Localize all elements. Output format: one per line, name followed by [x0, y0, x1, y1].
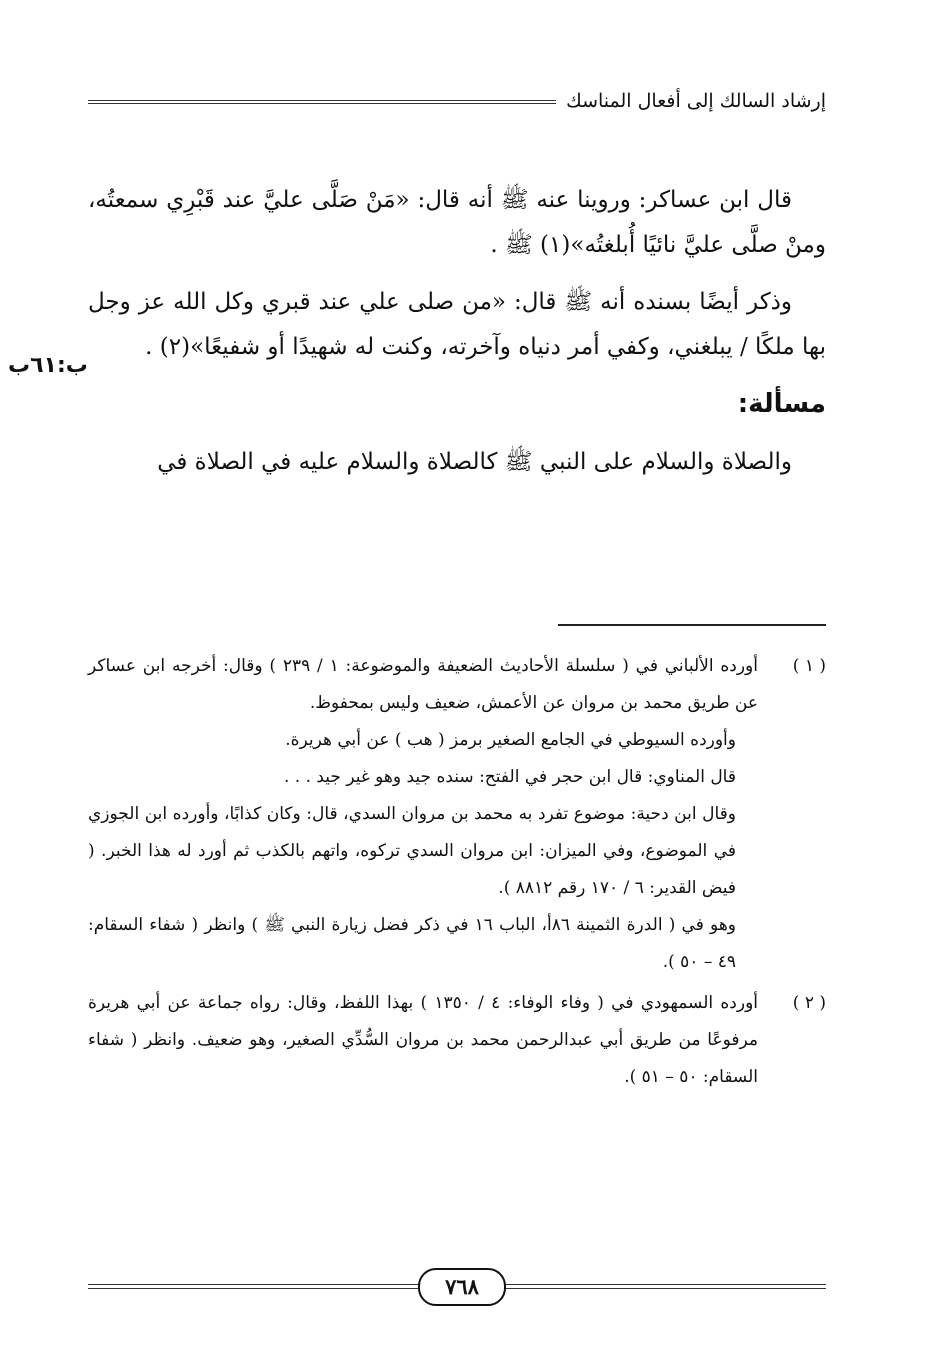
page-footer	[88, 1268, 826, 1308]
footnote-line: وأورده السيوطي في الجامع الصغير برمز ( هب ) عن أبي هريرة.	[285, 730, 736, 750]
footnote-body	[88, 985, 758, 1096]
footnote-line: قال المناوي: قال ابن حجر في الفتح: سنده جيد وهو غير جيد . . .	[283, 767, 736, 787]
footnote-body	[88, 648, 758, 981]
section-heading: مسألة:	[737, 389, 826, 419]
footnote-2	[88, 985, 826, 1096]
main-text	[88, 178, 826, 497]
footnotes	[88, 648, 826, 1100]
manuscript-folio-note: ب:٦١ب	[8, 353, 88, 378]
footnote-1	[88, 648, 826, 981]
footnote-line: أورده الألباني في ( سلسلة الأحاديث الضعيفة والموضوعة: ١ / ٢٣٩ ) وقال: أخرجه ابن عساكر عن طريق محمد بن مروان عن الأعمش، ضعيف وليس بمحفوظ.	[88, 656, 758, 713]
footnote-number: ( ١ )	[792, 656, 826, 676]
footnote-line: أورده السمهودي في ( وفاء الوفاء: ٤ / ١٣٥٠ ) بهذا اللفظ، وقال: رواه جماعة عن أبي هريرة مرفوعًا من طريق أبي عبدالرحمن محمد بن مروان السُّدِّي الصغير، وهو ضعيف. وانظر ( شفاء السقام: ٥٠ – ٥١ ).	[88, 993, 758, 1087]
footnote-number: ( ٢ )	[792, 993, 826, 1013]
paragraph-3: والصلاة والسلام على النبي ﷺ كالصلاة والسلام عليه في الصلاة في	[157, 449, 792, 475]
footnote-separator	[558, 624, 826, 626]
running-header	[88, 86, 826, 120]
paragraph-1: قال ابن عساكر: وروينا عنه ﷺ أنه قال: «مَنْ صَلَّى عليَّ عند قَبْرِي سمعتُه، ومنْ صلَّى عليَّ نائيًا أُبلغتُه»(١) ﷺ .	[88, 187, 826, 258]
page-number: ٧٦٨	[418, 1268, 506, 1306]
book-title: إرشاد السالك إلى أفعال المناسك	[556, 86, 826, 116]
paragraph-2: وذكر أيضًا بسنده أنه ﷺ قال: «من صلى علي عند قبري وكل الله عز وجل بها ملكًا / يبلغني، وكفي أمر دنياه وآخرته، وكنت له شهيدًا أو شفيعًا»(٢) .	[88, 289, 826, 360]
footnote-line: وقال ابن دحية: موضوع تفرد به محمد بن مروان السدي، قال: وكان كذابًا، وأورده ابن الجوزي في الموضوع، وفي الميزان: ابن مروان السدي تركوه، واتهم بالكذب ثم أورد له هذا الخبر. ( فيض القدير: ٦ / ١٧٠ رقم ٨٨١٢ ).	[88, 804, 736, 898]
footnote-line: وهو في ( الدرة الثمينة ٨٦أ، الباب ١٦ في ذكر فضل زيارة النبي ﷺ ) وانظر ( شفاء السقام: ٤٩ – ٥٠ ).	[88, 915, 736, 972]
